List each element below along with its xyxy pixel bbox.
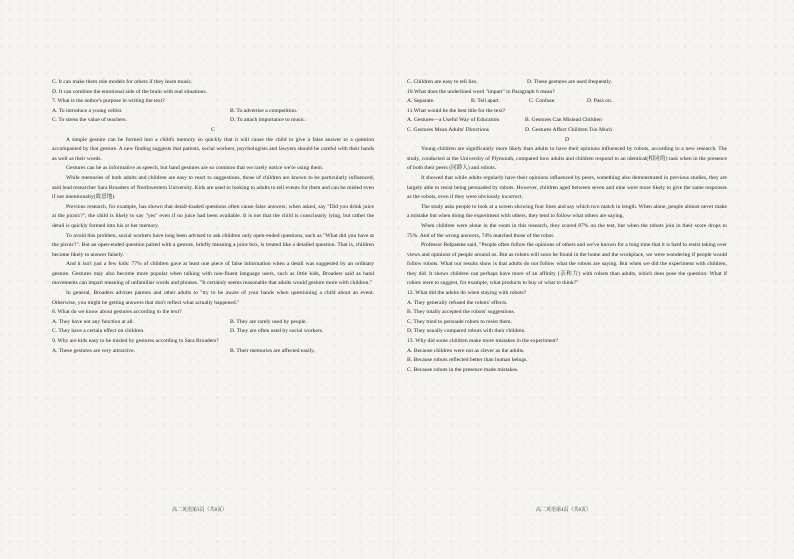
passage-paragraph: To avoid this problem, social workers have long been advised to ask children only open-ended questions, such as "What did you have at the picnic?". But an open-ended question paired with a gesture, briefly meaning a juice box, is treated like a detailed question. That is, children become likely to answer falsely. — [52, 232, 374, 258]
option-line: D. It can combine the emotional side of the brain with real situations. — [52, 88, 208, 95]
option-b: B. They totally accepted the robots' suggestions. — [407, 309, 516, 316]
option-d: D. Pass on. — [587, 98, 613, 105]
option-a: A. Gestures—a Useful Way of Education — [407, 117, 500, 124]
question-8-stem: 8. What do we know about gestures according to the text? — [52, 309, 182, 316]
question-11-stem: 11.What would be the best title for the text? — [407, 107, 506, 114]
question-13-stem: 13. Why did some children make more mistakes in the experiment? — [407, 338, 559, 345]
passage-paragraph: In general, Broaders advises parents and other adults to "try to be aware of your hands when questioning a child about an event. Otherwise, you might be getting answers that don't reflect what actually happened." — [52, 290, 374, 306]
page-footer-right: 高二英语第4页（共8页） — [536, 508, 592, 513]
option-b: B. Their memories are affected easily. — [230, 347, 316, 354]
option-b: B. Tell apart. — [471, 98, 501, 105]
question-11-options-row-1 — [407, 116, 727, 126]
passage-paragraph: A simple gesture can be formed into a child's memory so quickly that it will cause the child to give a false answer to a question accompanied by that gesture. A new finding suggests that parents, social workers, psychologists and lawyers should be careful with their hands as well as their words. — [52, 136, 374, 162]
question-9-options-row-1 — [52, 347, 374, 357]
option-a: A. They generally refused the robots' effects. — [407, 299, 508, 306]
section-letter-c: C — [211, 126, 215, 133]
passage-paragraph: Gestures can be as informative as speech, but hand gestures are so common that we rarely notice we're using them. — [66, 165, 324, 172]
right-page-column — [407, 78, 727, 375]
passage-paragraph: Young children are significantly more likely than adults to have their opinions influenced by robots, according to a new research. The study, conducted at the University of Plymouth, compared how adults and children respond to an identical(相同的) task when in the presence of both their peers (同龄人) and robots. — [407, 146, 727, 172]
option-c: C. To stress the value of teachers. — [52, 117, 127, 124]
option-c: C. Confuse. — [529, 98, 556, 105]
passage-paragraph: The study asks people to look at a screen showing four lines and say which two match in length. When alone, people almost never make a mistake but when doing the experiment with others, they tend to follow what others are saying. — [407, 203, 727, 220]
question-11-options-row-2 — [407, 126, 727, 136]
option-c: C. They tried to persuade robots to resist them. — [407, 318, 512, 325]
option-a: A. To introduce a young cellist. — [52, 107, 123, 114]
passage-paragraph: While memories of both adults and children are easy to react to suggestions, those of children are known to be particularly influenced, said lead researcher Sara Broaders of Northwestern University. Kids are used to looking to adults to tell events for them and can be misled even if not intentionally(故意地). — [52, 174, 374, 201]
option-b: B. To advertise a competition. — [230, 107, 298, 114]
question-8-options-row-2 — [52, 327, 374, 337]
page-footer-left: 高二英语第3页（共8页） — [172, 508, 228, 513]
passage-paragraph: It showed that while adults regularly have their opinions influenced by peers, something also demonstrated in previous studies, they are largely able to resist being persuaded by robots. However, children aged between seven and nine were more likely to give the same responses as the robots, even if they were obviously incorrect. — [407, 174, 727, 201]
passage-paragraph: And it isn't just a few kids: 77% of children gave at least one piece of false information when a detail was suggested by an ordinary gesture. Gestures may also become more popular when talking with non-fluent language users, such as little kids, Broaders said as hand movements can impart meaning of unfamiliar words and phrases. "It certainly seems reasonable that adults would gesture more with children." — [52, 261, 374, 287]
question-9-options-row-2 — [407, 78, 727, 88]
option-c: C. Gestures Mean Adults' Directions — [407, 126, 489, 133]
option-d: D. They usually compared robots with their children. — [407, 328, 526, 335]
option-line: C. It can make them role models for others if they learn music. — [52, 79, 193, 85]
question-10-stem: 10.What does the underlined word "impart" in Paragraph 6 mean? — [407, 88, 555, 95]
option-d: D. To attach importance to music. — [230, 117, 306, 124]
passage-paragraph: When children were alone in the room in this research, they scored 87% on the test, but when the robots join in their score drops to 75%. And of the wrong answers, 74% matched those of the robot. — [407, 222, 727, 239]
option-c: C. Children are easy to tell lies. — [407, 79, 478, 85]
option-d: D. Gestures Affect Children Too Much — [525, 126, 613, 133]
option-a: A. Separate. — [407, 98, 435, 105]
section-letter-d: D — [564, 136, 570, 143]
option-d: D. They are often used by social workers. — [230, 328, 324, 335]
option-a: A. They have not any function at all. — [52, 318, 135, 325]
page-fold — [393, 0, 394, 559]
question-9-stem: 9. Why are kids easy to be misled by gestures according to Sara Broaders? — [52, 338, 219, 345]
passage-paragraph: Professor Belpaeme said, "People often follow the opinions of others and we've known for a long time that it is hard to resist taking over views and opinions of people around us. But as robots will soon be found in the home and the workplace, we were wondering if people would follow robots. What our results show is that adults do not follow what the robots are saying. But when we did the experiment with children, they did. It shows children can perhaps have more of an affinity (亲和力) with robots than adults, which does pose the question: What if robots were to suggest, for example, what products to buy or what to think?" — [407, 242, 727, 287]
question-7-options-row-2 — [52, 116, 374, 126]
question-7-options-row-1 — [52, 107, 374, 117]
option-b: B. They are rarely used by people. — [230, 318, 307, 325]
passage-paragraph: Previous research, for example, has shown that detail-loaded questions often cause false answers; when asked, say "Did you drink juice at the picnic?", the child is likely to say "yes" even if no juice had been available. It is not that the child is consciously lying, but rather the detail is quickly formed into his or her memory. — [52, 203, 374, 229]
option-d: D. These gestures are used frequently. — [527, 79, 613, 85]
question-7-stem: 7. What is the author's purpose in writing the text? — [52, 98, 165, 105]
question-12-stem: 12. What did the adults do when staying with robots? — [407, 290, 527, 297]
option-b: B. Because robots reflected better than human beings. — [407, 357, 528, 364]
option-c: C. Because robots in the presence made mistakes. — [407, 366, 519, 373]
option-c: C. They have a certain effect on children. — [52, 328, 145, 335]
option-a: A. Because children were not as clever as the adults. — [407, 347, 525, 354]
left-page-column — [52, 78, 374, 356]
question-10-options — [407, 97, 727, 107]
question-8-options-row-1 — [52, 318, 374, 328]
option-a: A. These gestures are very attractive. — [52, 347, 135, 354]
option-b: B. Gestures Can Mislead Children — [525, 117, 602, 124]
